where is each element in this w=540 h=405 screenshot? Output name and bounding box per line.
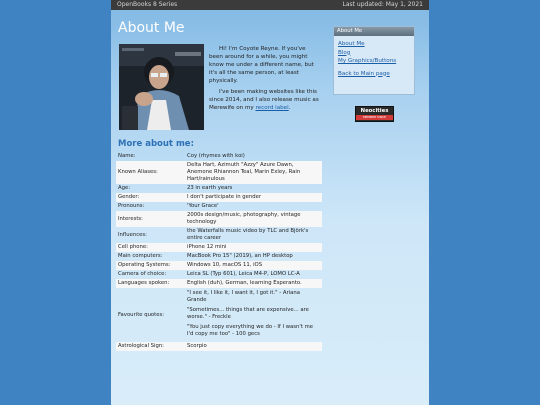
row-value: MacBook Pro 15" (2019), an HP desktop	[187, 253, 293, 259]
row-label: Operating Systems:	[116, 261, 185, 270]
more-about-heading: More about me:	[118, 139, 194, 149]
record-label-link[interactable]: record label	[255, 105, 289, 111]
table-row	[116, 161, 322, 184]
row-label: Astrological Sign:	[116, 342, 185, 351]
row-label: Known Aliases:	[116, 161, 185, 184]
table-row-quotes	[116, 288, 322, 342]
sidebar-item-back	[338, 70, 414, 79]
sidebar-item-graphics	[338, 57, 414, 66]
row-value: 23 in earth years	[187, 185, 233, 191]
table-row	[116, 227, 322, 243]
page-container	[111, 0, 429, 405]
badge-subtitle: MEMBER SINCE	[356, 115, 393, 120]
row-label: Languages spoken:	[116, 279, 185, 288]
site-series-label: OpenBooks 8 Series	[117, 1, 178, 8]
table-row	[116, 152, 322, 161]
about-table	[116, 152, 322, 351]
row-value: Scorpio	[185, 342, 322, 351]
table-row	[116, 279, 322, 288]
row-value: the Waterfalls music video by TLC and Björk's entire career	[187, 228, 309, 241]
row-label: Camera of choice:	[118, 271, 167, 277]
table-row	[116, 243, 322, 252]
top-bar	[111, 0, 429, 10]
quotes-cell	[185, 288, 322, 342]
quote-item: "I see it, I like it, I want it, I got it." - Ariana Grande	[187, 290, 301, 303]
row-value: 'Your Grace'	[187, 203, 219, 209]
about-me-link[interactable]: About Me	[338, 41, 365, 47]
sidebar-item-about	[338, 40, 414, 49]
row-label: Name:	[118, 153, 136, 159]
intro-paragraph-2-end: .	[288, 105, 291, 111]
quote-item: "You just copy everything we do - If I wasn't me I'd copy me too" - 100 gecs	[187, 324, 314, 337]
neocities-badge[interactable]	[355, 106, 394, 122]
row-value: Delta Hart, Azimuth "Azzy" Azure Dawn, Anemone Rhiannon Teal, Marin Exley, Rain Hart/rainulous	[185, 161, 322, 184]
intro-paragraph-2-text: I've been making websites like this since 2014, and I also release music as Merewife on my	[209, 89, 319, 111]
sidebar-heading: About Me	[334, 27, 414, 36]
graphics-buttons-link[interactable]: My Graphics/Buttons	[338, 58, 397, 64]
row-label: Cell phone:	[116, 243, 185, 252]
table-row	[116, 342, 322, 351]
sidebar-nav	[333, 26, 415, 95]
row-label: Age:	[118, 185, 131, 191]
sidebar-link-list	[338, 40, 414, 78]
row-label: Favourite quotes:	[118, 311, 165, 318]
intro-paragraph-2	[209, 88, 321, 112]
quote-item: "Sometimes... things that are expensive... are worse." - Freckle	[187, 307, 309, 320]
row-label: Main computers:	[118, 253, 163, 259]
table-row	[116, 184, 322, 193]
blog-link[interactable]: Blog	[338, 49, 351, 56]
table-row	[116, 252, 322, 261]
row-value: English (duh), German, learning Esperanto.	[185, 279, 322, 288]
intro-paragraph-1: Hi! I'm Coyote Reyne. If you've been around for a while, you might know me under a different name, but it's all the same person, at least physically.	[209, 46, 314, 84]
table-row	[116, 202, 322, 211]
row-label: Influences:	[118, 231, 147, 238]
profile-photo	[119, 44, 204, 130]
sidebar-item-blog	[338, 49, 414, 58]
row-value: Coy (rhymes with koi)	[187, 153, 245, 159]
page-title: About Me	[118, 20, 185, 36]
last-updated-label: Last updated: May 1, 2021	[342, 1, 423, 8]
table-row	[116, 261, 322, 270]
table-row	[116, 270, 322, 279]
badge-title: Neocities	[360, 108, 389, 114]
row-value: Windows 10, macOS 11, iOS	[185, 261, 322, 270]
row-value: iPhone 12 mini	[185, 243, 322, 252]
table-row	[116, 193, 322, 202]
row-label: Gender:	[116, 193, 185, 202]
intro-text	[209, 45, 321, 115]
row-label: Pronouns:	[118, 203, 145, 209]
back-to-main-link[interactable]: Back to Main page	[338, 70, 390, 77]
row-value: 2000s design/music, photography, vintage technology	[185, 211, 322, 227]
table-row	[116, 211, 322, 227]
row-value: I don't participate in gender	[185, 193, 322, 202]
row-value: Leica SL (Typ 601), Leica M4-P, LOMO LC-A	[187, 271, 300, 277]
row-label: Interests:	[116, 211, 185, 227]
